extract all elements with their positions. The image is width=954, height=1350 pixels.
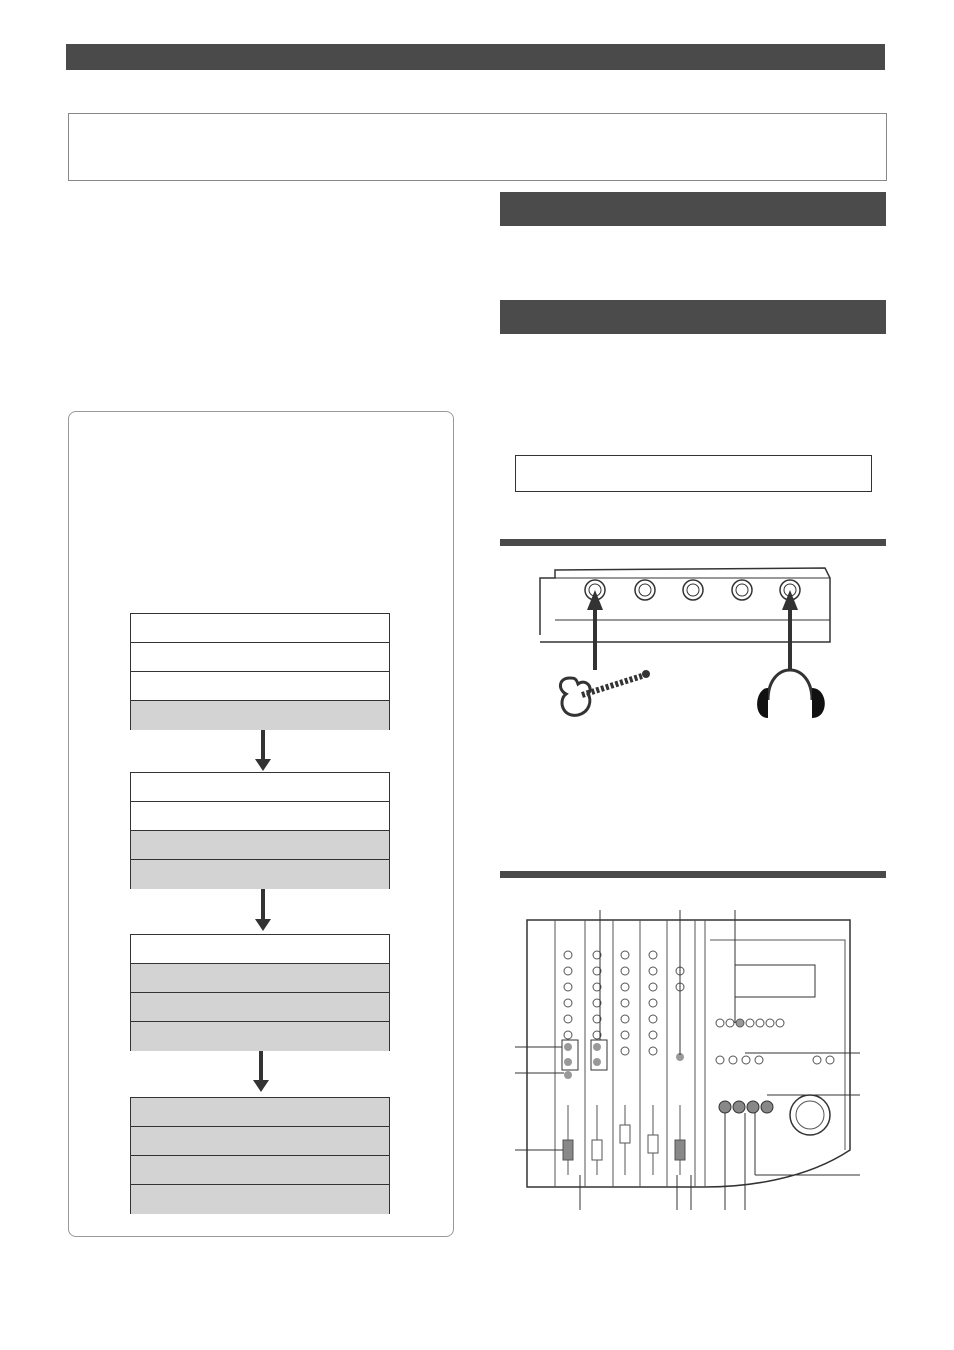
display-screen xyxy=(735,965,815,997)
flow-group-4 xyxy=(130,1097,390,1214)
flow-step xyxy=(131,860,389,889)
flow-step xyxy=(131,1156,389,1185)
connection-diagram xyxy=(530,560,835,730)
section-title-bar-2 xyxy=(500,300,886,334)
input-jack-4 xyxy=(732,580,752,600)
flow-step xyxy=(131,1098,389,1127)
transport-buttons xyxy=(716,1019,834,1064)
flow-step xyxy=(131,701,389,730)
flow-arrow-3 xyxy=(259,1051,263,1083)
channel-knobs xyxy=(564,951,684,1055)
flow-step xyxy=(131,1127,389,1156)
guitar-icon xyxy=(560,670,650,715)
page-header-title xyxy=(66,49,74,64)
panel-diagram xyxy=(505,905,865,1220)
flow-arrow-1 xyxy=(261,730,265,762)
flow-step xyxy=(131,672,389,701)
page-header-bar xyxy=(66,44,885,70)
flow-step xyxy=(131,831,389,860)
section-divider-connections xyxy=(500,539,886,546)
notice-box-text xyxy=(69,114,886,130)
flow-group-1 xyxy=(130,613,390,730)
note-box xyxy=(515,455,872,492)
input-jack-3 xyxy=(683,580,703,600)
headphones-icon xyxy=(757,670,825,718)
flow-arrow-2 xyxy=(261,889,265,922)
flow-step xyxy=(131,964,389,993)
flow-step xyxy=(131,614,389,643)
note-box-text xyxy=(516,456,871,472)
section-divider-panel xyxy=(500,871,886,878)
flow-step xyxy=(131,1022,389,1051)
flow-step xyxy=(131,773,389,802)
flow-group-3 xyxy=(130,934,390,1051)
flow-step xyxy=(131,935,389,964)
input-jack-2 xyxy=(635,580,655,600)
flow-step xyxy=(131,643,389,672)
flow-step xyxy=(131,1185,389,1214)
notice-box xyxy=(68,113,887,181)
record-buttons xyxy=(719,1101,773,1113)
flow-step xyxy=(131,802,389,831)
section-title-bar-1 xyxy=(500,192,886,226)
flow-group-2 xyxy=(130,772,390,889)
flow-step xyxy=(131,993,389,1022)
